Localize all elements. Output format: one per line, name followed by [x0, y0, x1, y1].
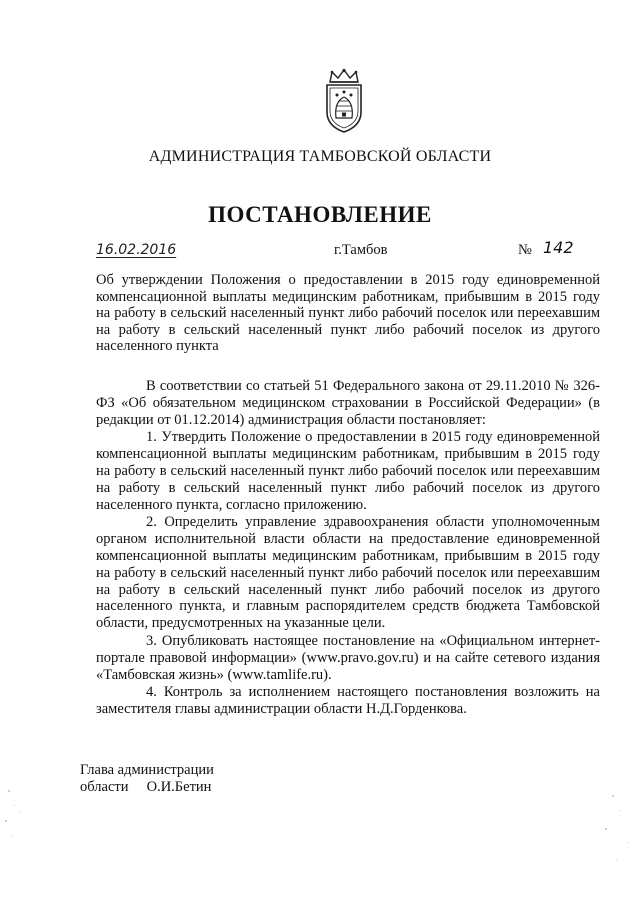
document-number: 142: [543, 238, 574, 257]
document-body: [96, 378, 600, 719]
signature-title-line2: [80, 779, 214, 796]
signature-title-line1: Глава администрации: [80, 762, 214, 778]
coat-of-arms-icon: [318, 68, 370, 134]
signature-block: [80, 762, 214, 796]
document-meta-row: [96, 240, 596, 262]
document-subject: Об утверждении Положения о предоставлении в 2015 году единовременной компенсационной выплаты медицинским работникам, прибывшим в 2015 году на работу в сельский населенный пункт либо рабочий поселок или переехавшим на работу в сельский населенный пункт либо рабочий поселок из другого населенного пункта: [96, 272, 600, 354]
signature-name: О.И.Бетин: [146, 779, 212, 795]
list-item: 2. Определить управление здравоохранения области уполномоченным органом исполнительной власти области на предоставление единовременной компенсационной выплаты медицинским работникам, прибывшим в 2015 году на работу в сельский населенный пункт либо рабочий поселок или переехавшим на работу в сельский населенный пункт либо рабочий поселок из другого населенного пункта, и главным распорядителем средств бюджета Тамбовской области, предусмотренных на указанные цели.: [96, 514, 600, 632]
signature-title-region: области: [80, 779, 129, 795]
document-city: г.Тамбов: [334, 242, 388, 258]
preamble-paragraph: В соответствии со статьей 51 Федерального закона от 29.11.2010 № 326-ФЗ «Об обязательном медицинском страховании в Российской Федерации» (в редакции от 01.12.2014) администрация области постановляет:: [96, 378, 600, 428]
list-item: 4. Контроль за исполнением настоящего постановления возложить на заместителя главы администрации области Н.Д.Горденкова.: [96, 684, 600, 718]
document-type-title: ПОСТАНОВЛЕНИЕ: [208, 202, 432, 227]
list-item: 1. Утвердить Положение о предоставлении в 2015 году единовременной компенсационной выплаты медицинским работникам, прибывшим в 2015 году на работу в сельский населенный пункт либо рабочий поселок или переехавшим на работу в сельский населенный пункт либо рабочий поселок из другого населенного пункта, согласно приложению.: [96, 429, 600, 513]
organization-name: АДМИНИСТРАЦИЯ ТАМБОВСКОЙ ОБЛАСТИ: [148, 148, 492, 165]
document-number-prefix: №: [518, 242, 532, 258]
document-date: 16.02.2016: [96, 242, 177, 258]
list-item: 3. Опубликовать настоящее постановление на «Официальном интернет-портале правовой информации» (www.pravo.gov.ru) и на сайте сетевого издания «Тамбовская жизнь» (www.tamlife.ru).: [96, 632, 600, 683]
